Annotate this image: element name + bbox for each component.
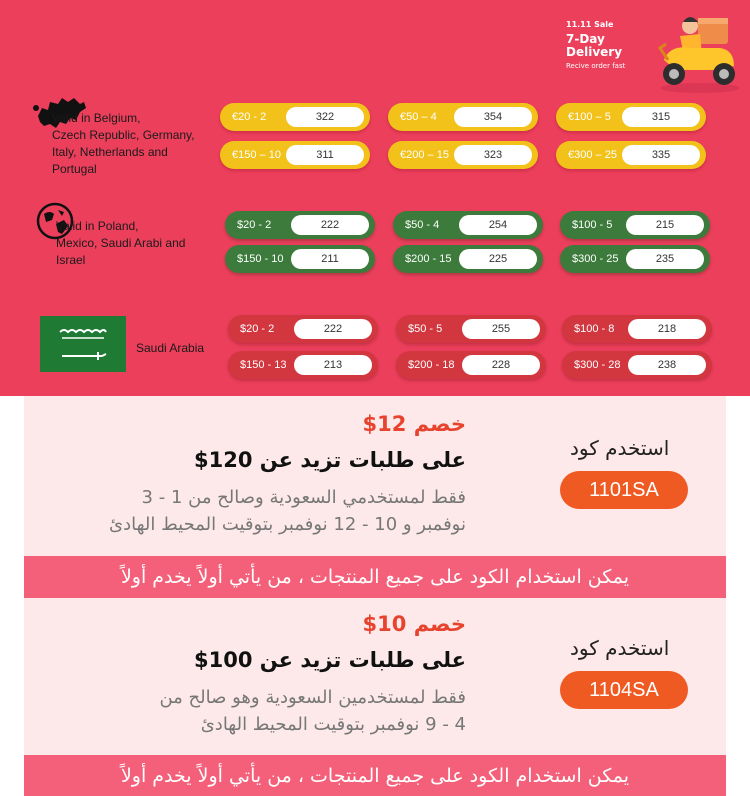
coupon-pill[interactable] xyxy=(396,351,546,379)
region-label-line: Valid in Belgium, xyxy=(52,111,141,125)
coupon-amount-label: $200 - 18 xyxy=(408,359,455,371)
offer-note-strip: يمكن استخدام الكود على جميع المنتجات ، من يأتي أولاً يخدم أولاً xyxy=(24,755,726,796)
coupon-pill[interactable] xyxy=(560,211,710,239)
coupon-amount-label: $300 - 28 xyxy=(574,359,621,371)
use-code-label: استخدم كود xyxy=(570,436,670,460)
coupon-code[interactable]: 222 xyxy=(294,319,372,339)
coupon-amount-label: €200 – 15 xyxy=(400,149,449,161)
coupon-amount-label: $150 - 13 xyxy=(240,359,287,371)
coupon-code[interactable]: 323 xyxy=(454,145,532,165)
region-label-line: Mexico, Saudi Arabi and xyxy=(56,236,186,250)
coupon-pill[interactable] xyxy=(388,141,538,169)
coupon-pill[interactable] xyxy=(556,141,706,169)
coupon-pill[interactable] xyxy=(393,245,543,273)
coupon-pill[interactable] xyxy=(228,351,378,379)
coupon-pill[interactable] xyxy=(388,103,538,131)
coupon-code-button[interactable]: 1101SA xyxy=(560,471,688,509)
offer-discount: خصم 10$ xyxy=(362,612,466,636)
coupon-pill[interactable] xyxy=(560,245,710,273)
coupon-amount-label: €100 – 5 xyxy=(568,111,611,123)
promo-badge xyxy=(566,20,625,70)
coupon-amount-label: $50 - 5 xyxy=(408,323,443,335)
delivery-line-2: Delivery xyxy=(566,45,623,59)
region-label-line: Israel xyxy=(56,253,86,267)
region-label-line: Valid in Poland, xyxy=(56,219,139,233)
sale-tag: 11.11 Sale xyxy=(566,20,614,29)
offer-description-line-2: 4 - 9 نوفمبر بتوقيت المحيط الهادئ xyxy=(200,714,466,735)
coupon-pill[interactable] xyxy=(562,315,712,343)
coupon-amount-label: €20 - 2 xyxy=(232,111,267,123)
region-saudi-label: Saudi Arabia xyxy=(136,341,205,355)
coupon-code[interactable]: 225 xyxy=(459,249,537,269)
saudi-flag-icon xyxy=(40,316,126,372)
coupon-amount-label: $200 - 15 xyxy=(405,253,452,265)
coupon-amount-label: $150 - 10 xyxy=(237,253,284,265)
coupon-amount-label: €50 – 4 xyxy=(400,111,437,123)
coupon-amount-label: $100 - 5 xyxy=(572,219,613,231)
coupon-pill[interactable] xyxy=(225,245,375,273)
offer-description-line-2: نوفمبر و 10 - 12 نوفمبر بتوقيت المحيط الهادئ xyxy=(108,514,466,535)
coupon-code[interactable]: 218 xyxy=(628,319,706,339)
coupon-pill[interactable] xyxy=(562,351,712,379)
coupon-code[interactable]: 254 xyxy=(459,215,537,235)
coupon-pill[interactable] xyxy=(220,103,370,131)
coupon-pill[interactable] xyxy=(228,315,378,343)
region-label-line: Czech Republic, Germany, xyxy=(52,128,195,142)
delivery-scooter-icon xyxy=(650,8,746,96)
coupon-banner xyxy=(0,0,750,396)
offer-note-strip: يمكن استخدام الكود على جميع المنتجات ، من يأتي أولاً يخدم أولاً xyxy=(24,556,726,598)
coupon-code[interactable]: 315 xyxy=(622,107,700,127)
coupon-amount-label: $20 - 2 xyxy=(240,323,275,335)
offer-condition: على طلبات تزيد عن 120$ xyxy=(194,448,466,472)
coupon-code[interactable]: 322 xyxy=(286,107,364,127)
coupon-code[interactable]: 311 xyxy=(286,145,364,165)
coupon-code-button[interactable]: 1104SA xyxy=(560,671,688,709)
coupon-amount-label: $50 - 4 xyxy=(405,219,440,231)
coupon-pill[interactable] xyxy=(396,315,546,343)
use-code-label: استخدم كود xyxy=(570,636,670,660)
coupon-code[interactable]: 213 xyxy=(294,355,372,375)
region-label-line: Italy, Netherlands and xyxy=(52,145,168,159)
delivery-line-1: 7-Day xyxy=(566,32,605,46)
coupon-code[interactable]: 235 xyxy=(626,249,704,269)
offer-card-2 xyxy=(24,598,726,755)
coupon-pill[interactable] xyxy=(556,103,706,131)
offer-description-line-1: فقط لمستخدمين السعودية وهو صالح من xyxy=(159,687,466,708)
offer-description-line-1: فقط لمستخدمي السعودية وصالح من 1 - 3 xyxy=(141,487,466,508)
coupon-code[interactable]: 335 xyxy=(622,145,700,165)
coupon-pill[interactable] xyxy=(220,141,370,169)
region-label-line: Portugal xyxy=(52,162,97,176)
coupon-code[interactable]: 238 xyxy=(628,355,706,375)
coupon-amount-label: $300 - 25 xyxy=(572,253,619,265)
coupon-amount-label: €300 – 25 xyxy=(568,149,617,161)
offer-condition: على طلبات تزيد عن 100$ xyxy=(194,648,466,672)
coupon-code[interactable]: 222 xyxy=(291,215,369,235)
coupon-amount-label: €150 – 10 xyxy=(232,149,281,161)
offer-discount: خصم 12$ xyxy=(362,412,466,436)
region-europe-label xyxy=(52,110,195,178)
offer-card-1 xyxy=(24,396,726,556)
region-globe-label xyxy=(56,218,185,269)
coupon-code[interactable]: 211 xyxy=(291,249,369,269)
coupon-amount-label: $20 - 2 xyxy=(237,219,272,231)
coupon-code[interactable]: 354 xyxy=(454,107,532,127)
coupon-pill[interactable] xyxy=(225,211,375,239)
coupon-amount-label: $100 - 8 xyxy=(574,323,615,335)
coupon-code[interactable]: 215 xyxy=(626,215,704,235)
promo-subtitle: Recive order fast xyxy=(566,62,626,70)
coupon-code[interactable]: 228 xyxy=(462,355,540,375)
coupon-pill[interactable] xyxy=(393,211,543,239)
coupon-code[interactable]: 255 xyxy=(462,319,540,339)
